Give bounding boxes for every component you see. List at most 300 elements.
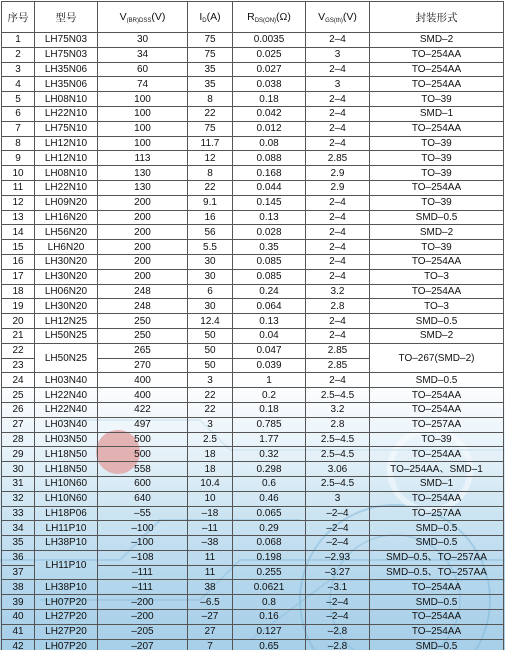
cell-id: 22 [188,388,233,403]
cell-package: SMD–2 [370,328,504,343]
cell-vbrdss: 497 [98,417,188,432]
cell-package: TO–254AA [370,624,504,639]
cell-model: LH30N20 [35,254,98,269]
cell-rdson: 0.047 [233,343,306,358]
cell-id: –11 [188,521,233,536]
cell-vbrdss: 30 [98,33,188,48]
cell-model: LH07P20 [35,595,98,610]
cell-package: TO–254AA [370,284,504,299]
table-row [2,491,504,506]
cell-vbrdss: 200 [98,210,188,225]
cell-rdson: 0.785 [233,417,306,432]
cell-seq: 31 [2,476,35,491]
cell-package: TO–254AA [370,491,504,506]
cell-seq: 17 [2,269,35,284]
cell-vbrdss: –200 [98,595,188,610]
table-row [2,580,504,595]
cell-vbrdss: 500 [98,432,188,447]
cell-rdson: 0.08 [233,136,306,151]
cell-vbrdss: 200 [98,254,188,269]
cell-vbrdss: 422 [98,402,188,417]
cell-id: 11 [188,565,233,580]
table-row [2,210,504,225]
cell-vgsth: 2–4 [306,62,370,77]
table-row [2,180,504,195]
cell-id: 2.5 [188,432,233,447]
cell-vbrdss: 60 [98,62,188,77]
mosfet-parameter-table [1,1,504,650]
cell-model: LH18P06 [35,506,98,521]
cell-model: LH06N20 [35,284,98,299]
cell-vbrdss: –100 [98,536,188,551]
cell-package: TO–3 [370,269,504,284]
cell-id: 9.1 [188,195,233,210]
cell-vgsth: –2.93 [306,550,370,565]
cell-id: 18 [188,447,233,462]
cell-rdson: 0.18 [233,92,306,107]
cell-vbrdss: –205 [98,624,188,639]
cell-vgsth: 2–4 [306,240,370,255]
cell-seq: 13 [2,210,35,225]
cell-seq: 8 [2,136,35,151]
cell-seq: 15 [2,240,35,255]
table-row [2,106,504,121]
cell-seq: 24 [2,373,35,388]
cell-model: LH22N10 [35,180,98,195]
cell-model: LH10N60 [35,476,98,491]
cell-package: TO–39 [370,195,504,210]
cell-vgsth: 2–4 [306,195,370,210]
cell-model: LH03N50 [35,432,98,447]
cell-vbrdss: 558 [98,462,188,477]
cell-package: TO–254AA [370,47,504,62]
cell-rdson: 1 [233,373,306,388]
cell-rdson: 0.29 [233,521,306,536]
cell-vgsth: 2.85 [306,343,370,358]
cell-id: 10.4 [188,476,233,491]
cell-package: TO–254AA [370,610,504,625]
cell-rdson: 0.46 [233,491,306,506]
table-row [2,195,504,210]
cell-model: LH27P20 [35,624,98,639]
cell-vbrdss: 100 [98,136,188,151]
cell-vgsth: 2.5–4.5 [306,388,370,403]
cell-vgsth: 2–4 [306,314,370,329]
cell-package: TO–39 [370,151,504,166]
cell-vbrdss: 400 [98,373,188,388]
table-row [2,269,504,284]
cell-model: LH18N50 [35,447,98,462]
cell-vgsth: 2–4 [306,373,370,388]
table-row [2,225,504,240]
cell-vgsth: 2.5–4.5 [306,447,370,462]
cell-vgsth: 2–4 [306,106,370,121]
cell-model: LH22N40 [35,402,98,417]
cell-model: LH12N10 [35,136,98,151]
cell-package: TO–254AA [370,62,504,77]
cell-model: LH03N40 [35,373,98,388]
cell-vbrdss: 248 [98,299,188,314]
cell-id: –38 [188,536,233,551]
cell-seq: 38 [2,580,35,595]
cell-vbrdss: 600 [98,476,188,491]
cell-package: TO–254AA [370,388,504,403]
cell-id: 12 [188,151,233,166]
table-row [2,166,504,181]
cell-vgsth: –2–4 [306,536,370,551]
cell-package: TO–39 [370,166,504,181]
cell-rdson: 0.13 [233,314,306,329]
cell-rdson: 0.35 [233,240,306,255]
cell-model: LH18N50 [35,462,98,477]
cell-vgsth: 3 [306,77,370,92]
cell-vbrdss: –111 [98,580,188,595]
cell-vgsth: 2.9 [306,180,370,195]
cell-seq: 18 [2,284,35,299]
cell-vbrdss: 200 [98,269,188,284]
cell-vgsth: 2–4 [306,210,370,225]
cell-vgsth: 2.8 [306,417,370,432]
header-seq: 序号 [2,2,35,33]
cell-id: 30 [188,254,233,269]
cell-rdson: 0.127 [233,624,306,639]
cell-rdson: 0.012 [233,121,306,136]
table-row [2,432,504,447]
cell-vgsth: 2.8 [306,299,370,314]
cell-id: 50 [188,343,233,358]
cell-package: TO–254AA [370,447,504,462]
cell-vgsth: 2–4 [306,254,370,269]
cell-rdson: 0.298 [233,462,306,477]
cell-id: 12.4 [188,314,233,329]
cell-id: 75 [188,33,233,48]
table-row [2,402,504,417]
cell-id: 3 [188,373,233,388]
table-row [2,47,504,62]
cell-vgsth: –2–4 [306,610,370,625]
cell-rdson: 0.085 [233,269,306,284]
cell-rdson: 0.8 [233,595,306,610]
cell-rdson: 0.04 [233,328,306,343]
cell-seq: 20 [2,314,35,329]
header-model: 型号 [35,2,98,33]
cell-seq: 2 [2,47,35,62]
cell-vgsth: 2–4 [306,225,370,240]
cell-id: 30 [188,299,233,314]
cell-vbrdss: 74 [98,77,188,92]
cell-model: LH11P10 [35,521,98,536]
cell-vgsth: –3.27 [306,565,370,580]
cell-id: 11 [188,550,233,565]
cell-id: 22 [188,402,233,417]
cell-package: TO–254AA [370,77,504,92]
cell-id: 56 [188,225,233,240]
cell-rdson: 0.088 [233,151,306,166]
cell-seq: 39 [2,595,35,610]
cell-package: TO–254AA [370,402,504,417]
cell-seq: 6 [2,106,35,121]
cell-package: SMD–0.5 [370,639,504,650]
cell-package: TO–3 [370,299,504,314]
cell-package: SMD–0.5 [370,210,504,225]
cell-package: SMD–0.5 [370,314,504,329]
cell-seq: 35 [2,536,35,551]
cell-vgsth: 2–4 [306,121,370,136]
cell-package: TO–254AA [370,254,504,269]
table-row [2,92,504,107]
cell-id: 5.5 [188,240,233,255]
cell-seq: 37 [2,565,35,580]
cell-vgsth: 3 [306,47,370,62]
table-row [2,62,504,77]
cell-id: 22 [188,180,233,195]
cell-seq: 12 [2,195,35,210]
cell-vbrdss: –207 [98,639,188,650]
cell-package: SMD–2 [370,225,504,240]
table-row [2,550,504,565]
cell-vgsth: 2–4 [306,136,370,151]
cell-rdson: 0.028 [233,225,306,240]
table-row [2,121,504,136]
cell-seq: 33 [2,506,35,521]
cell-id: 30 [188,269,233,284]
cell-rdson: 0.18 [233,402,306,417]
cell-seq: 27 [2,417,35,432]
cell-id: –18 [188,506,233,521]
cell-seq: 9 [2,151,35,166]
cell-id: 6 [188,284,233,299]
table-row [2,447,504,462]
cell-rdson: 1.77 [233,432,306,447]
cell-id: 75 [188,121,233,136]
cell-rdson: 0.13 [233,210,306,225]
cell-rdson: 0.085 [233,254,306,269]
cell-model: LH09N20 [35,195,98,210]
cell-rdson: 0.044 [233,180,306,195]
cell-rdson: 0.064 [233,299,306,314]
table-header-row [2,2,504,33]
table-row [2,521,504,536]
cell-vbrdss: 500 [98,447,188,462]
cell-package: TO–267(SMD–2) [370,343,504,373]
cell-vbrdss: 248 [98,284,188,299]
cell-vgsth: 2.85 [306,358,370,373]
cell-id: 11.7 [188,136,233,151]
cell-package: SMD–0.5 [370,595,504,610]
cell-vbrdss: 100 [98,121,188,136]
table-row [2,136,504,151]
cell-rdson: 0.039 [233,358,306,373]
cell-vbrdss: 200 [98,240,188,255]
cell-vgsth: –2–4 [306,595,370,610]
header-vbrdss: $V_{(BR)DSS}(V)$ [98,2,188,33]
cell-package: SMD–0.5 [370,373,504,388]
cell-seq: 4 [2,77,35,92]
cell-rdson: 0.0621 [233,580,306,595]
table-row [2,343,504,358]
cell-seq: 11 [2,180,35,195]
cell-seq: 34 [2,521,35,536]
cell-rdson: 0.0035 [233,33,306,48]
table-row [2,417,504,432]
table-row [2,462,504,477]
cell-vbrdss: 34 [98,47,188,62]
cell-vbrdss: 270 [98,358,188,373]
cell-vbrdss: 200 [98,225,188,240]
table-row [2,33,504,48]
cell-package: SMD–1 [370,476,504,491]
cell-rdson: 0.027 [233,62,306,77]
cell-rdson: 0.038 [233,77,306,92]
cell-id: 22 [188,106,233,121]
cell-package: TO–254AA、SMD–1 [370,462,504,477]
cell-vgsth: –2.8 [306,639,370,650]
cell-id: 38 [188,580,233,595]
cell-model: LH6N20 [35,240,98,255]
cell-package: TO–257AA [370,506,504,521]
table-row [2,536,504,551]
header-package: 封装形式 [370,2,504,33]
cell-seq: 41 [2,624,35,639]
table-row [2,328,504,343]
cell-model: LH30N20 [35,299,98,314]
cell-vbrdss: –55 [98,506,188,521]
cell-model: LH50N25 [35,343,98,373]
cell-vgsth: 3 [306,491,370,506]
cell-rdson: 0.2 [233,388,306,403]
cell-model: LH38P10 [35,580,98,595]
cell-vgsth: –2.8 [306,624,370,639]
cell-seq: 21 [2,328,35,343]
cell-id: 16 [188,210,233,225]
cell-id: 35 [188,62,233,77]
cell-rdson: 0.32 [233,447,306,462]
cell-vgsth: 2.85 [306,151,370,166]
cell-vbrdss: 265 [98,343,188,358]
cell-model: LH30N20 [35,269,98,284]
cell-rdson: 0.198 [233,550,306,565]
cell-vgsth: 2–4 [306,92,370,107]
cell-model: LH10N60 [35,491,98,506]
cell-id: 10 [188,491,233,506]
cell-package: TO–39 [370,92,504,107]
cell-vgsth: –3.1 [306,580,370,595]
cell-vgsth: 2–4 [306,269,370,284]
cell-id: 3 [188,417,233,432]
cell-package: TO–254AA [370,180,504,195]
cell-seq: 28 [2,432,35,447]
cell-vbrdss: 250 [98,314,188,329]
cell-package: SMD–2 [370,33,504,48]
cell-rdson: 0.6 [233,476,306,491]
cell-vgsth: 3.06 [306,462,370,477]
table-row [2,314,504,329]
cell-id: 35 [188,77,233,92]
table-row [2,254,504,269]
header-id: $I_D(A)$ [188,2,233,33]
cell-vgsth: 2.9 [306,166,370,181]
cell-id: 18 [188,462,233,477]
cell-vbrdss: 130 [98,166,188,181]
table-row [2,373,504,388]
cell-model: LH35N06 [35,62,98,77]
cell-vbrdss: 640 [98,491,188,506]
cell-seq: 7 [2,121,35,136]
cell-vgsth: 2.5–4.5 [306,432,370,447]
cell-vgsth: 3.2 [306,402,370,417]
cell-seq: 5 [2,92,35,107]
table-row [2,624,504,639]
cell-model: LH12N10 [35,151,98,166]
cell-rdson: 0.068 [233,536,306,551]
cell-vbrdss: –108 [98,550,188,565]
table-row [2,639,504,650]
cell-id: 8 [188,92,233,107]
cell-model: LH38P10 [35,536,98,551]
header-vgsth: $V_{GS(th)}(V)$ [306,2,370,33]
cell-model: LH08N10 [35,92,98,107]
cell-rdson: 0.145 [233,195,306,210]
cell-model: LH16N20 [35,210,98,225]
cell-package: TO–39 [370,136,504,151]
cell-vgsth: 2.5–4.5 [306,476,370,491]
cell-package: SMD–1 [370,106,504,121]
table-row [2,476,504,491]
table-row [2,610,504,625]
header-rdson: $R_{DS(ON)}(\Omega)$ [233,2,306,33]
cell-model: LH75N03 [35,47,98,62]
cell-model: LH11P10 [35,550,98,580]
cell-vgsth: 3.2 [306,284,370,299]
cell-rdson: 0.24 [233,284,306,299]
cell-rdson: 0.065 [233,506,306,521]
table-row [2,240,504,255]
cell-seq: 26 [2,402,35,417]
cell-vbrdss: 250 [98,328,188,343]
cell-vgsth: –2–4 [306,506,370,521]
cell-model: LH75N10 [35,121,98,136]
cell-rdson: 0.025 [233,47,306,62]
cell-seq: 32 [2,491,35,506]
cell-package: SMD–0.5 [370,536,504,551]
cell-package: SMD–0.5、TO–257AA [370,550,504,565]
cell-package: SMD–0.5、TO–257AA [370,565,504,580]
cell-seq: 22 [2,343,35,358]
cell-seq: 23 [2,358,35,373]
cell-model: LH12N25 [35,314,98,329]
table-row [2,77,504,92]
cell-seq: 1 [2,33,35,48]
cell-model: LH56N20 [35,225,98,240]
cell-rdson: 0.042 [233,106,306,121]
cell-id: 8 [188,166,233,181]
cell-seq: 19 [2,299,35,314]
cell-seq: 29 [2,447,35,462]
cell-package: TO–254AA [370,580,504,595]
cell-vgsth: –2–4 [306,521,370,536]
cell-vgsth: 2–4 [306,328,370,343]
cell-package: TO–39 [370,240,504,255]
cell-vbrdss: 100 [98,106,188,121]
cell-seq: 40 [2,610,35,625]
cell-model: LH27P20 [35,610,98,625]
cell-model: LH22N10 [35,106,98,121]
cell-package: TO–254AA [370,121,504,136]
cell-rdson: 0.168 [233,166,306,181]
cell-package: TO–257AA [370,417,504,432]
table-row [2,388,504,403]
cell-vbrdss: 400 [98,388,188,403]
